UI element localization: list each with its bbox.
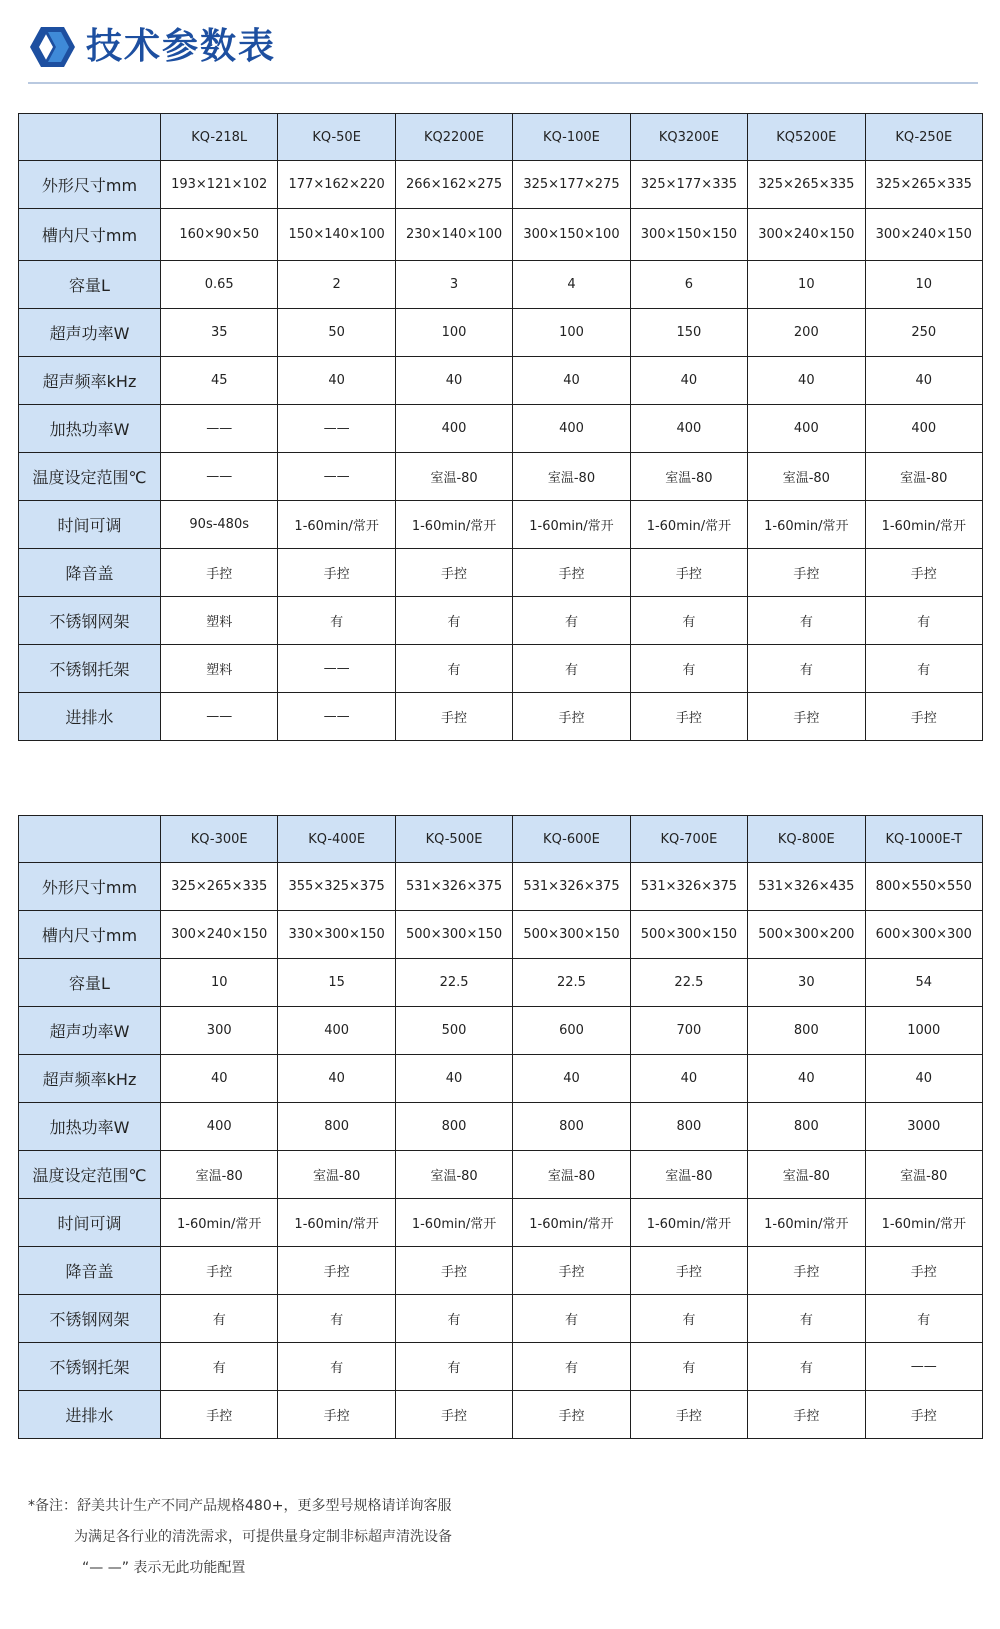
table-cell: 室温-80 [395, 453, 512, 501]
table-cell: 有 [278, 1295, 395, 1343]
table-cell: 400 [161, 1103, 278, 1151]
table-cell: 3 [395, 261, 512, 309]
table-cell: 10 [748, 261, 865, 309]
table-cell: 有 [513, 1343, 630, 1391]
spec-table-2 [18, 815, 983, 1439]
table-cell: —— [161, 405, 278, 453]
table-cell: 有 [748, 597, 865, 645]
table-cell: 有 [630, 1295, 747, 1343]
table-cell: 1-60min/常开 [748, 1199, 865, 1247]
table-cell: 500×300×200 [748, 911, 865, 959]
table-cell: —— [278, 453, 395, 501]
table-cell: 700 [630, 1007, 747, 1055]
table-cell: 400 [395, 405, 512, 453]
table-row [19, 1055, 983, 1103]
table-cell: 1-60min/常开 [630, 501, 747, 549]
model-header: KQ3200E [630, 114, 747, 161]
table-cell: 325×265×335 [748, 161, 865, 209]
row-label: 不锈钢托架 [19, 1343, 161, 1391]
row-label: 加热功率W [19, 1103, 161, 1151]
table-cell: 塑料 [161, 645, 278, 693]
table-cell: 600 [513, 1007, 630, 1055]
table-cell: 40 [865, 357, 982, 405]
table-cell: 室温-80 [513, 453, 630, 501]
table-cell: 40 [630, 357, 747, 405]
row-label: 容量L [19, 261, 161, 309]
table-cell: 400 [748, 405, 865, 453]
table-cell: 室温-80 [748, 1151, 865, 1199]
spec-table-1 [18, 113, 983, 741]
table-cell: 手控 [278, 1391, 395, 1439]
table-cell: 室温-80 [865, 1151, 982, 1199]
table-cell: 40 [513, 1055, 630, 1103]
row-label: 超声功率W [19, 309, 161, 357]
table-cell: 150×140×100 [278, 209, 395, 261]
table-row [19, 357, 983, 405]
table-cell: 手控 [630, 1391, 747, 1439]
table-cell: 有 [395, 645, 512, 693]
table-cell: 800×550×550 [865, 863, 982, 911]
table-cell: —— [278, 645, 395, 693]
table-cell: 有 [513, 597, 630, 645]
table-cell: 400 [630, 405, 747, 453]
table-cell: 800 [748, 1103, 865, 1151]
model-header: KQ-250E [865, 114, 982, 161]
table-cell: 手控 [513, 1391, 630, 1439]
table-cell: 手控 [748, 549, 865, 597]
table-row [19, 405, 983, 453]
table-cell: 355×325×375 [278, 863, 395, 911]
table-row [19, 959, 983, 1007]
table-body [19, 161, 983, 741]
table-cell: —— [865, 1343, 982, 1391]
row-label: 时间可调 [19, 501, 161, 549]
table-cell: 有 [748, 1343, 865, 1391]
table-cell: 有 [395, 1343, 512, 1391]
table-cell: 有 [748, 1295, 865, 1343]
table-cell: 室温-80 [161, 1151, 278, 1199]
table-cell: 40 [513, 357, 630, 405]
header-divider [28, 82, 978, 84]
row-label: 不锈钢托架 [19, 645, 161, 693]
table-cell: 手控 [161, 549, 278, 597]
table-cell: 177×162×220 [278, 161, 395, 209]
table-cell: 500×300×150 [395, 911, 512, 959]
table-cell: 有 [630, 645, 747, 693]
model-header: KQ-300E [161, 816, 278, 863]
table-cell: —— [278, 405, 395, 453]
table-cell: —— [161, 453, 278, 501]
table-cell: 室温-80 [630, 453, 747, 501]
table-row [19, 863, 983, 911]
table-cell: 54 [865, 959, 982, 1007]
table-body [19, 863, 983, 1439]
table-cell: 531×326×375 [513, 863, 630, 911]
table-row [19, 209, 983, 261]
model-header: KQ-500E [395, 816, 512, 863]
table-cell: 160×90×50 [161, 209, 278, 261]
table-cell: 193×121×102 [161, 161, 278, 209]
table-cell: 22.5 [395, 959, 512, 1007]
table-row [19, 693, 983, 741]
row-label: 温度设定范围℃ [19, 1151, 161, 1199]
table-cell: 22.5 [513, 959, 630, 1007]
table-cell: 手控 [395, 1247, 512, 1295]
table-cell: 40 [395, 357, 512, 405]
table-cell: 300×150×100 [513, 209, 630, 261]
row-label: 降音盖 [19, 549, 161, 597]
table-cell: —— [278, 693, 395, 741]
table-cell: 有 [748, 645, 865, 693]
table-cell: 40 [395, 1055, 512, 1103]
table-cell: 40 [865, 1055, 982, 1103]
table-cell: 有 [513, 645, 630, 693]
table-cell: 230×140×100 [395, 209, 512, 261]
table-row [19, 261, 983, 309]
table-cell: 40 [630, 1055, 747, 1103]
table-cell: 室温-80 [630, 1151, 747, 1199]
table-cell: 40 [161, 1055, 278, 1103]
model-header: KQ-600E [513, 816, 630, 863]
table-cell: 600×300×300 [865, 911, 982, 959]
table-cell: 40 [278, 357, 395, 405]
table-cell: 800 [748, 1007, 865, 1055]
table-cell: 10 [161, 959, 278, 1007]
table-row [19, 309, 983, 357]
table-cell: 手控 [513, 693, 630, 741]
table-cell: 15 [278, 959, 395, 1007]
table-cell: 0.65 [161, 261, 278, 309]
row-label: 外形尺寸mm [19, 161, 161, 209]
table-cell: 45 [161, 357, 278, 405]
model-header: KQ-100E [513, 114, 630, 161]
table-cell: 手控 [513, 1247, 630, 1295]
row-label: 时间可调 [19, 1199, 161, 1247]
table-cell: 有 [161, 1343, 278, 1391]
table-cell: 手控 [748, 1247, 865, 1295]
table-cell: 室温-80 [278, 1151, 395, 1199]
row-label: 降音盖 [19, 1247, 161, 1295]
table-cell: 300×240×150 [161, 911, 278, 959]
table-cell: 400 [278, 1007, 395, 1055]
model-header: KQ-800E [748, 816, 865, 863]
model-header: KQ-700E [630, 816, 747, 863]
table-cell: 有 [278, 597, 395, 645]
table-cell: 手控 [278, 549, 395, 597]
table-cell: 手控 [513, 549, 630, 597]
table-cell: 800 [278, 1103, 395, 1151]
model-header: KQ-50E [278, 114, 395, 161]
table-cell: 手控 [395, 1391, 512, 1439]
table-cell: 室温-80 [513, 1151, 630, 1199]
table-cell: 1-60min/常开 [865, 1199, 982, 1247]
row-label: 超声频率kHz [19, 1055, 161, 1103]
table-row [19, 1391, 983, 1439]
row-label: 槽内尺寸mm [19, 209, 161, 261]
table-cell: 有 [865, 597, 982, 645]
table-cell: 250 [865, 309, 982, 357]
table-cell: 6 [630, 261, 747, 309]
table-cell: 400 [865, 405, 982, 453]
table-row [19, 1007, 983, 1055]
table-cell: 200 [748, 309, 865, 357]
table-cell: 1-60min/常开 [395, 501, 512, 549]
table-cell: 266×162×275 [395, 161, 512, 209]
table-cell: 325×265×335 [865, 161, 982, 209]
table-cell: 手控 [630, 549, 747, 597]
table-cell: 800 [513, 1103, 630, 1151]
table-cell: 500 [395, 1007, 512, 1055]
model-header: KQ-400E [278, 816, 395, 863]
table-cell: 手控 [161, 1391, 278, 1439]
corner-cell [19, 114, 161, 161]
note-line: *备注：舒美共计生产不同产品规格480+，更多型号规格请详询客服 [28, 1498, 452, 1514]
table-cell: 100 [513, 309, 630, 357]
table-cell: 531×326×375 [630, 863, 747, 911]
table-row [19, 597, 983, 645]
table-cell: 150 [630, 309, 747, 357]
table-cell: 400 [513, 405, 630, 453]
table-cell: 300×240×150 [748, 209, 865, 261]
table-cell: 手控 [630, 1247, 747, 1295]
table-cell: 500×300×150 [630, 911, 747, 959]
model-header: KQ5200E [748, 114, 865, 161]
table-cell: 室温-80 [748, 453, 865, 501]
table-cell: 330×300×150 [278, 911, 395, 959]
row-label: 容量L [19, 959, 161, 1007]
model-header: KQ-1000E-T [865, 816, 982, 863]
table-cell: 手控 [161, 1247, 278, 1295]
table-cell: 手控 [865, 549, 982, 597]
table-row [19, 1295, 983, 1343]
table-cell: 1000 [865, 1007, 982, 1055]
table-cell: 531×326×435 [748, 863, 865, 911]
row-label: 超声功率W [19, 1007, 161, 1055]
table-row [19, 501, 983, 549]
table-cell: 1-60min/常开 [748, 501, 865, 549]
table-cell: 3000 [865, 1103, 982, 1151]
table-cell: 325×177×335 [630, 161, 747, 209]
table-cell: 22.5 [630, 959, 747, 1007]
table-cell: 50 [278, 309, 395, 357]
table-cell: 4 [513, 261, 630, 309]
table-cell: 40 [278, 1055, 395, 1103]
table-row [19, 1247, 983, 1295]
table-cell: 100 [395, 309, 512, 357]
table-cell: 室温-80 [865, 453, 982, 501]
table-header-row [19, 114, 983, 161]
row-label: 加热功率W [19, 405, 161, 453]
table-header-row [19, 816, 983, 863]
table-cell: 塑料 [161, 597, 278, 645]
table-cell: 手控 [630, 693, 747, 741]
table-cell: 1-60min/常开 [513, 501, 630, 549]
corner-cell [19, 816, 161, 863]
row-label: 不锈钢网架 [19, 1295, 161, 1343]
row-label: 外形尺寸mm [19, 863, 161, 911]
table-cell: 300×150×150 [630, 209, 747, 261]
table-cell: 1-60min/常开 [278, 501, 395, 549]
table-row [19, 1103, 983, 1151]
table-row [19, 911, 983, 959]
table-cell: 手控 [395, 693, 512, 741]
table-cell: 有 [513, 1295, 630, 1343]
row-label: 进排水 [19, 1391, 161, 1439]
table-cell: 有 [395, 1295, 512, 1343]
table-cell: 手控 [278, 1247, 395, 1295]
table-cell: 手控 [865, 693, 982, 741]
table-cell: 325×177×275 [513, 161, 630, 209]
page-header [28, 16, 978, 84]
table-cell: 325×265×335 [161, 863, 278, 911]
table-cell: 有 [278, 1343, 395, 1391]
table-cell: 531×326×375 [395, 863, 512, 911]
model-header: KQ-218L [161, 114, 278, 161]
table-cell: 300 [161, 1007, 278, 1055]
table-cell: 1-60min/常开 [278, 1199, 395, 1247]
note-line: 为满足各行业的清洗需求，可提供量身定制非标超声清洗设备 [74, 1529, 452, 1545]
table-cell: 800 [630, 1103, 747, 1151]
table-cell: 有 [161, 1295, 278, 1343]
table-cell: 300×240×150 [865, 209, 982, 261]
table-row [19, 161, 983, 209]
table-cell: 2 [278, 261, 395, 309]
table-cell: 手控 [865, 1247, 982, 1295]
table-cell: 90s-480s [161, 501, 278, 549]
table-row [19, 645, 983, 693]
table-cell: 40 [748, 1055, 865, 1103]
page-title: 技术参数表 [86, 26, 277, 67]
table-cell: 1-60min/常开 [161, 1199, 278, 1247]
table-cell: 1-60min/常开 [395, 1199, 512, 1247]
table-row [19, 549, 983, 597]
table-cell: 500×300×150 [513, 911, 630, 959]
model-header: KQ2200E [395, 114, 512, 161]
table-cell: 30 [748, 959, 865, 1007]
table-cell: 手控 [865, 1391, 982, 1439]
row-label: 进排水 [19, 693, 161, 741]
table-cell: 手控 [748, 693, 865, 741]
table-cell: 800 [395, 1103, 512, 1151]
table-cell: 室温-80 [395, 1151, 512, 1199]
note-line: “— —” 表示无此功能配置 [82, 1560, 246, 1576]
table-cell: 40 [748, 357, 865, 405]
table-cell: 有 [865, 645, 982, 693]
table-cell: 有 [865, 1295, 982, 1343]
table-cell: 有 [630, 597, 747, 645]
table-row [19, 1151, 983, 1199]
table-row [19, 1199, 983, 1247]
row-label: 不锈钢网架 [19, 597, 161, 645]
row-label: 温度设定范围℃ [19, 453, 161, 501]
table-cell: 手控 [748, 1391, 865, 1439]
table-cell: —— [161, 693, 278, 741]
table-cell: 有 [630, 1343, 747, 1391]
row-label: 槽内尺寸mm [19, 911, 161, 959]
table-cell: 1-60min/常开 [630, 1199, 747, 1247]
table-cell: 10 [865, 261, 982, 309]
chevron-logo-icon [28, 24, 78, 70]
table-cell: 有 [395, 597, 512, 645]
table-cell: 1-60min/常开 [865, 501, 982, 549]
table-row [19, 1343, 983, 1391]
row-label: 超声频率kHz [19, 357, 161, 405]
table-cell: 1-60min/常开 [513, 1199, 630, 1247]
table-row [19, 453, 983, 501]
table-cell: 35 [161, 309, 278, 357]
table-cell: 手控 [395, 549, 512, 597]
